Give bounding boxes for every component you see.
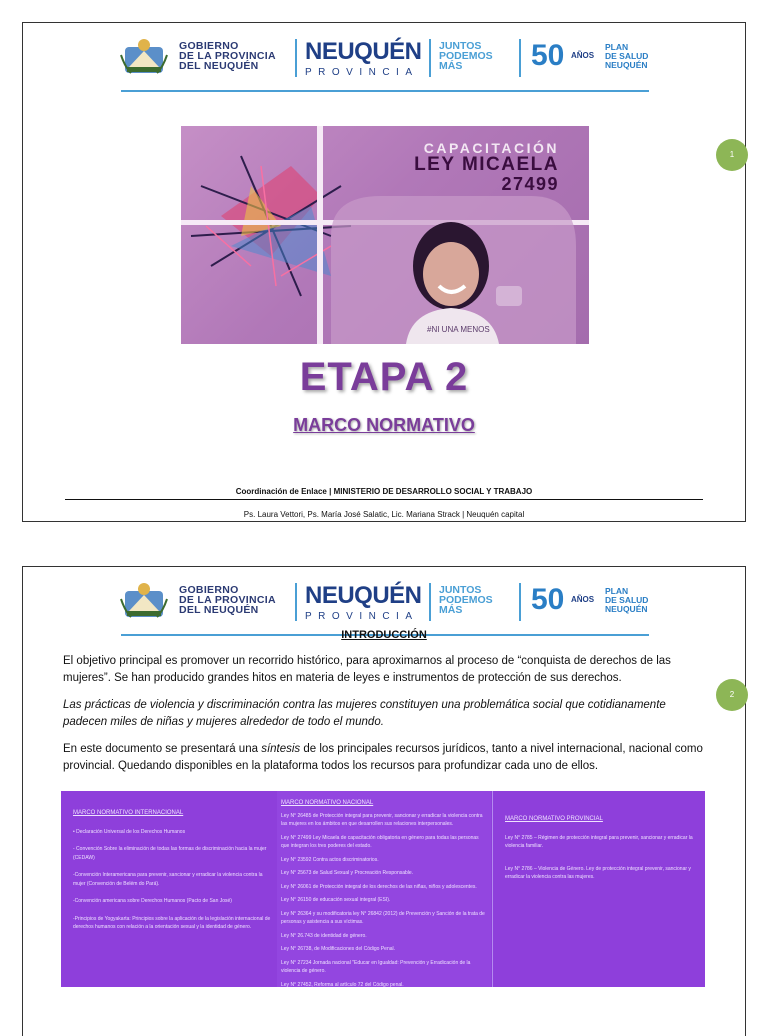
gobierno-text: GOBIERNO DE LA PROVINCIA DEL NEUQUÉN — [179, 40, 276, 72]
document-page-2 — [22, 566, 746, 1036]
list-item: - Convención Sobre la eliminación de todas las formas de discriminación hacia la mujer (CEDAW) — [73, 846, 267, 861]
list-item: -Principios de Yogyakarta: Principios sobre la aplicación de la legislación internacional de derechos humanos con relación a la orientación sexual y la identidad de género. — [73, 915, 271, 930]
list-item: Ley N° 2785 – Régimen de protección integral para prevenir, sancionar y erradicar la violencia familiar. — [505, 834, 693, 849]
legal-framework-panel — [61, 791, 705, 987]
list-item: Ley N° 26738, de Modificaciones del Código Penal. — [281, 946, 396, 952]
list-item: Ley N° 2786 – Violencia de Género. Ley de protección integral prevenir, sancionar y erradicar la violencia contra las mujeres. — [505, 865, 691, 880]
introduccion-heading: INTRODUCCIÓN — [341, 629, 427, 641]
page-number-badge: 1 — [716, 139, 748, 171]
provincia-text: PROVINCIA — [305, 611, 419, 622]
intro-paragraph-1: El objetivo principal es promover un recorrido histórico, para aproximarnos al proceso de “conquista de derechos de las mujeres”. Se han producido grandes hitos en materia de leyes e instrumentos de protección de sus derechos. — [63, 655, 671, 684]
cover-image — [181, 126, 589, 344]
cover-title-number: 27499 — [501, 174, 559, 194]
fifty-years-logo: 50 — [531, 39, 565, 72]
list-item: Ley N° 25673 de Salud Sexual y Procreación Responsable. — [281, 870, 414, 876]
fifty-years-logo: 50 — [531, 583, 565, 616]
page-header — [119, 35, 659, 85]
list-item: Ley N° 26061 de Protección integral de los derechos de las niñas, niños y adolescentes. — [281, 883, 477, 890]
cover-title-ley-micaela: LEY MICAELA — [414, 154, 559, 175]
header-divider — [429, 583, 431, 621]
juntos-podemos-text: JUNTOS PODEMOS MÁS — [439, 40, 493, 72]
marco-internacional-column — [73, 809, 273, 1005]
header-divider — [429, 39, 431, 77]
provincia-text: PROVINCIA — [305, 67, 419, 78]
neuquen-logo-text: NEUQUÉN — [305, 582, 422, 609]
header-divider — [519, 39, 521, 77]
header-divider — [295, 39, 297, 77]
column-title: MARCO NORMATIVO NACIONAL — [281, 800, 374, 806]
list-item: Ley N° 27234 Jornada nacional "Educar en Igualdad: Prevención y Erradicación de la violencia de género. — [281, 959, 471, 974]
list-item: • Declaración Universal de los Derechos Humanos — [73, 828, 186, 835]
list-item: Ley N° 23592 Contra actos discriminatorios. — [281, 856, 379, 863]
anos-text: AÑOS — [571, 51, 595, 60]
plan-salud-text: PLAN DE SALUD NEUQUÉN — [605, 42, 649, 70]
list-item: Ley N° 26.743 de identidad de género. — [281, 932, 367, 939]
province-shield-logo — [119, 581, 169, 623]
plan-salud-text: PLAN DE SALUD NEUQUÉN — [605, 586, 649, 614]
column-divider — [492, 791, 493, 987]
svg-text:#NI UNA MENOS: #NI UNA MENOS — [427, 325, 490, 334]
marco-nacional-column — [277, 791, 491, 987]
footer-rule — [65, 499, 703, 500]
anos-text: AÑOS — [571, 595, 595, 604]
header-rule — [121, 90, 649, 92]
list-item: -Convención Interamericana para prevenir, sancionar y erradicar la violencia contra la mujer (Convención de Belém do Pará). — [73, 872, 263, 887]
etapa-heading: ETAPA 2 — [299, 355, 469, 399]
marco-normativo-subheading: MARCO NORMATIVO — [293, 415, 475, 435]
document-page-1 — [22, 22, 746, 522]
gobierno-text: GOBIERNO DE LA PROVINCIA DEL NEUQUÉN — [179, 584, 276, 616]
person-face — [423, 242, 479, 306]
column-title: MARCO NORMATIVO PROVINCIAL — [505, 816, 603, 822]
neuquen-logo-text: NEUQUÉN — [305, 38, 422, 65]
province-shield-logo — [119, 37, 169, 79]
intro-paragraph-2: Las prácticas de violencia y discriminación contra las mujeres constituyen una problemática social que cotidianamente padecen miles de niñas y mujeres alrededor de todo el mundo. — [63, 699, 666, 728]
list-item: Ley N° 26485 de Protección integral para prevenir, sancionar y erradicar la violencia contra las mujeres en los ámbitos en que desarrollen sus relaciones interpersonales. — [281, 812, 483, 827]
list-item: -Convención americana sobre Derechos Humanos (Pacto de San José) — [73, 898, 232, 904]
juntos-podemos-text: JUNTOS PODEMOS MÁS — [439, 584, 493, 616]
page-number-badge: 2 — [716, 679, 748, 711]
cover-cross-vertical — [317, 126, 323, 344]
coordinacion-text: Coordinación de Enlace | MINISTERIO DE DESARROLLO SOCIAL Y TRABAJO — [235, 487, 533, 496]
page-header — [119, 579, 659, 629]
list-item: Ley N° 26150 de educación sexual integral (ESI). — [281, 897, 391, 903]
authors-text: Ps. Laura Vettori, Ps. María José Salatic, Lic. Mariana Strack | Neuquén capital — [243, 510, 525, 519]
header-divider — [295, 583, 297, 621]
list-item: Ley N° 26364 y su modificatoria ley N° 26842 (2012) de Prevención y Sanción de la trata de personas y asistencia a sus víctimas. — [281, 910, 485, 925]
list-item: Ley N° 27499 Ley Micaela de capacitación obligatoria en género para todas las personas que integran los tres poderes del estado. — [281, 834, 479, 849]
intro-paragraph-3: En este documento se presentará una síntesis de los principales recursos jurídicos, tanto a nivel internacional, nacional como provincial. Quedando disponibles en la plataforma todos los recursos para profundizar cada uno de ellos. — [63, 743, 703, 772]
cover-title-capacitacion: CAPACITACIÓN — [423, 140, 559, 156]
header-divider — [519, 583, 521, 621]
column-title: MARCO NORMATIVO INTERNACIONAL — [73, 810, 184, 816]
list-item: Ley N° 27452, Reforma al artículo 72 del Código penal. — [281, 981, 404, 988]
marco-provincial-column — [505, 815, 695, 1011]
